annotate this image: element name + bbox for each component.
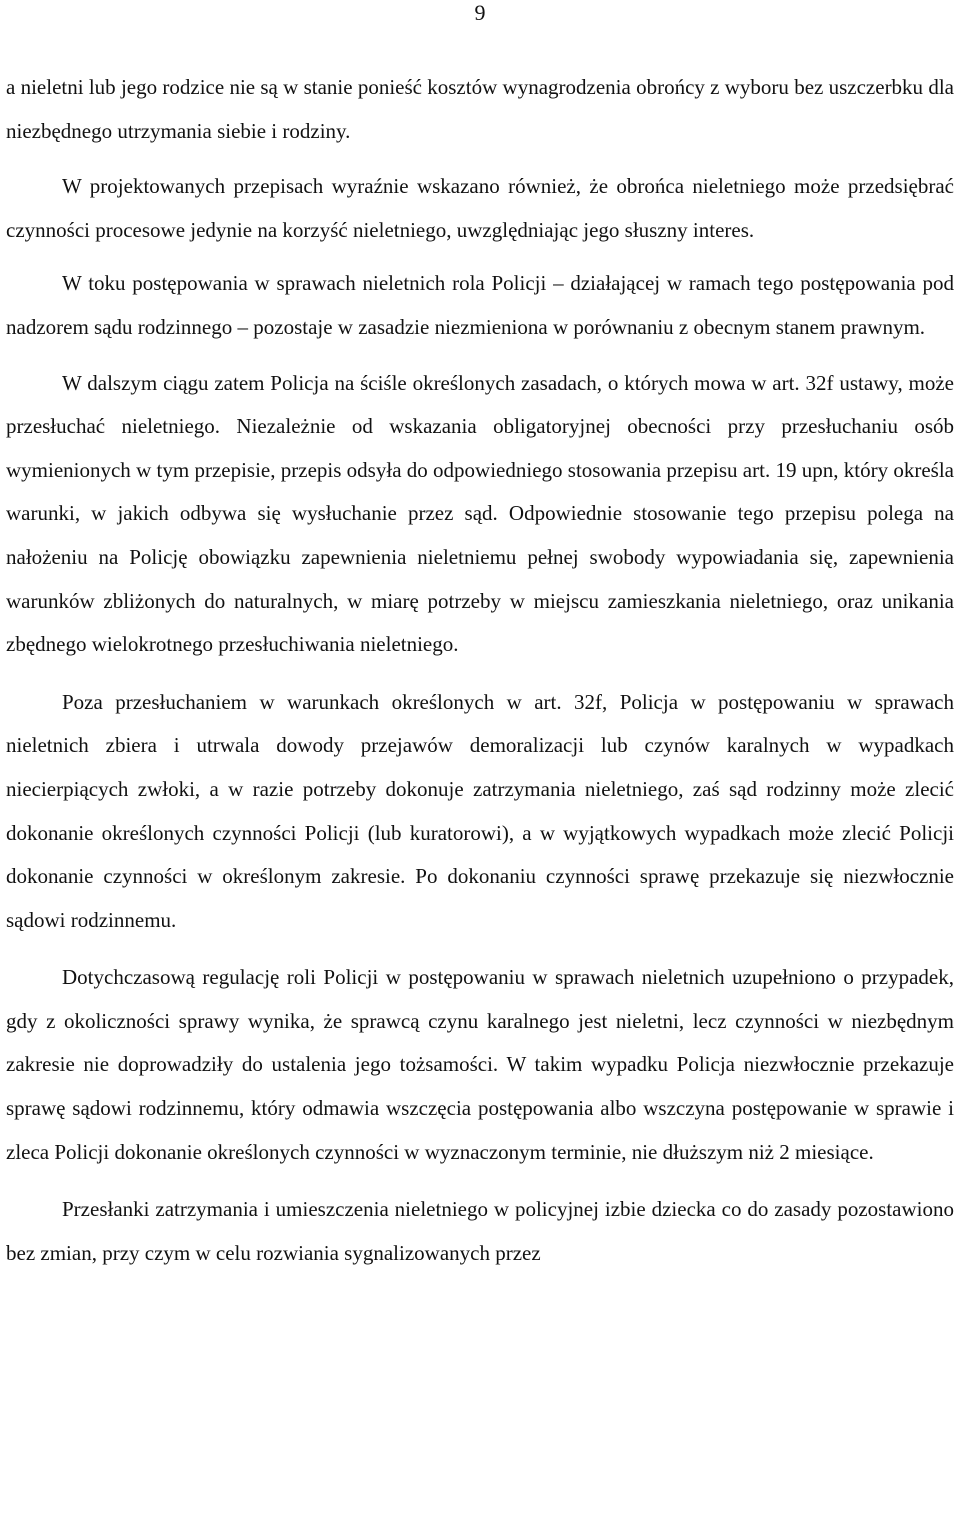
paragraph-identity-unknown: Dotychczasową regulację roli Policji w postępowaniu w sprawach nieletnich uzupełniono o przypadek, gdy z okoliczności sprawy wynika, że sprawcą czynu karalnego jest nieletni, lecz czynności w niezbędnym zakresie nie doprowadziły do ustalenia jego tożsamości. W takim wypadku Policja niezwłocznie przekazuje sprawę sądowi rodzinnemu, który odmawia wszczęcia postępowania albo wszczyna postępowanie w sprawie i zleca Policji dokonanie określonych czynności w wyznaczonym terminie, nie dłuższym niż 2 miesiące. [6,965,954,1164]
paragraph-defense-counsel: W projektowanych przepisach wyraźnie wskazano również, że obrońca nieletniego może przedsiębrać czynności procesowe jedynie na korzyść nieletniego, uwzględniając jego słuszny interes. [6,174,954,242]
document-body [6,66,954,1275]
paragraph-interrogation: W dalszym ciągu zatem Policja na ściśle określonych zasadach, o których mowa w art. 32f ustawy, może przesłuchać nieletniego. Niezależnie od wskazania obligatoryjnej obecności przy przesłuchaniu osób wymienionych w tym przepisie, przepis odsyła do odpowiedniego stosowania przepisu art. 19 upn, który określa warunki, w jakich odbywa się wysłuchanie przez sąd. Odpowiednie stosowanie tego przepisu polega na nałożeniu na Policję obowiązku zapewnienia nieletniemu pełnej swobody wypowiadania się, zapewnienia warunków zbliżonych do naturalnych, w miarę potrzeby w miejscu zamieszkania nieletniego, oraz unikania zbędnego wielokrotnego przesłuchiwania nieletniego. [6,370,954,657]
paragraph-detention: Przesłanki zatrzymania i umieszczenia nieletniego w policyjnej izbie dziecka co do zasady pozostawiono bez zmian, przy czym w celu rozwiania sygnalizowanych przez [6,1197,954,1265]
paragraph-continuation: a nieletni lub jego rodzice nie są w stanie ponieść kosztów wynagrodzenia obrońcy z wyboru bez uszczerbku dla niezbędnego utrzymania siebie i rodziny. [6,75,954,143]
page-number: 9 [474,0,486,25]
paragraph-evidence-collection: Poza przesłuchaniem w warunkach określonych w art. 32f, Policja w postępowaniu w sprawach nieletnich zbiera i utrwala dowody przejawów demoralizacji lub czynów karalnych w wypadkach niecierpiących zwłoki, a w razie potrzeby dokonuje zatrzymania nieletniego, zaś sąd rodzinny może zlecić dokonanie określonych czynności Policji (lub kuratorowi), a w wyjątkowych wypadkach może zlecić Policji dokonanie czynności w określonym zakresie. Po dokonaniu czynności sprawę przekazuje się niezwłocznie sądowi rodzinnemu. [6,689,954,932]
paragraph-police-role: W toku postępowania w sprawach nieletnich rola Policji – działającej w ramach tego postępowania pod nadzorem sądu rodzinnego – pozostaje w zasadzie niezmieniona w porównaniu z obecnym stanem prawnym. [6,271,954,339]
